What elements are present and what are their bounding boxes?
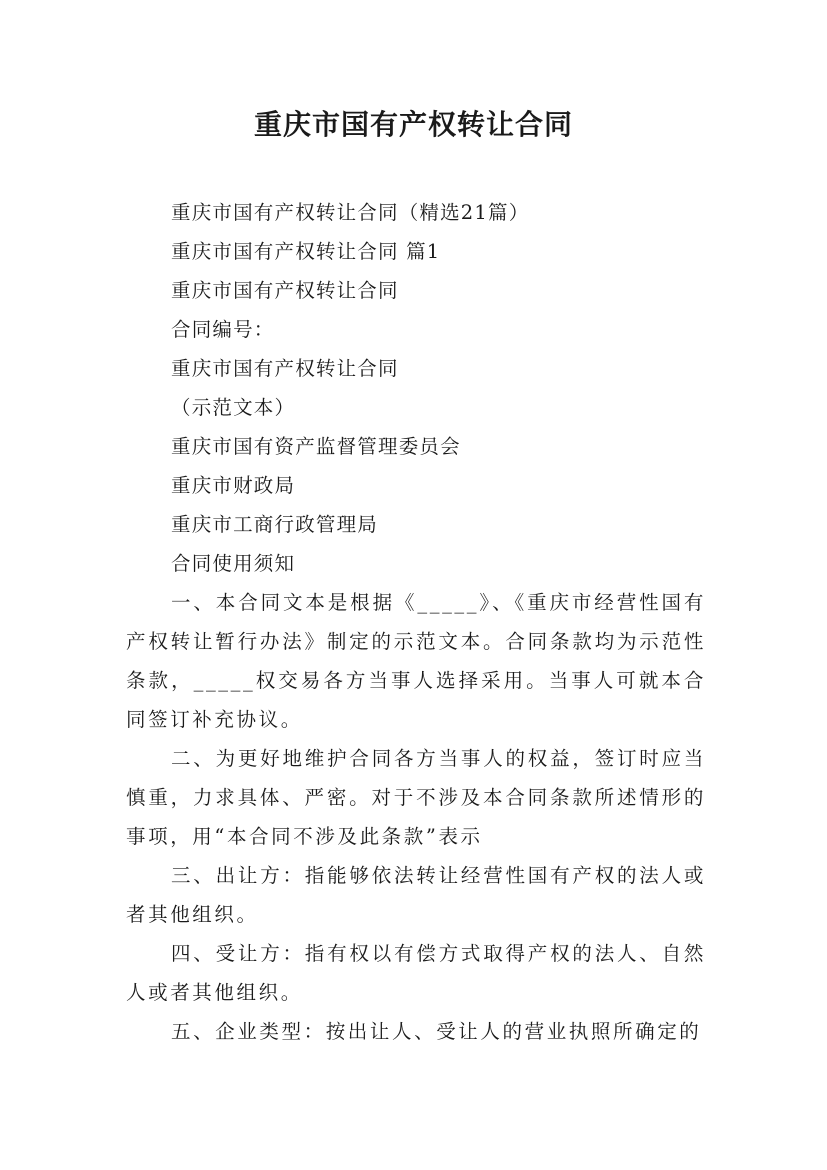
document-line: 合同使用须知 <box>171 552 296 575</box>
document-line: 重庆市国有产权转让合同 篇1 <box>171 240 441 263</box>
document-paragraph: 一、本合同文本是根据《_____》、《重庆市经营性国有产权转让暂行办法》制定的示范文本。合同条款均为示范性条款，_____权交易各方当事人选择采用。当事人可就本合同签订补充协议。 <box>126 591 706 731</box>
document-paragraph: 四、受让方：指有权以有偿方式取得产权的法人、自然人或者其他组织。 <box>126 942 706 1004</box>
document-body <box>126 193 706 1051</box>
document-line: 重庆市国有资产监督管理委员会 <box>171 435 461 458</box>
document-line: 重庆市国有产权转让合同 <box>171 357 399 380</box>
document-paragraph: 三、出让方：指能够依法转让经营性国有产权的法人或者其他组织。 <box>126 864 706 926</box>
document-line: 重庆市工商行政管理局 <box>171 513 379 536</box>
document-paragraph: 二、为更好地维护合同各方当事人的权益，签订时应当慎重，力求具体、严密。对于不涉及本合同条款所述情形的事项，用“本合同不涉及此条款”表示 <box>126 747 706 848</box>
document-line: 合同编号： <box>171 318 275 341</box>
document-line: 重庆市国有产权转让合同 <box>171 279 399 302</box>
document-line: 重庆市财政局 <box>171 474 296 497</box>
document-title: 重庆市国有产权转让合同 <box>253 108 573 141</box>
document-paragraph: 五、企业类型：按出让人、受让人的营业执照所确定的 <box>171 1020 702 1043</box>
document-line: （示范文本） <box>171 396 296 419</box>
document-line: 重庆市国有产权转让合同（精选21篇） <box>171 201 530 224</box>
